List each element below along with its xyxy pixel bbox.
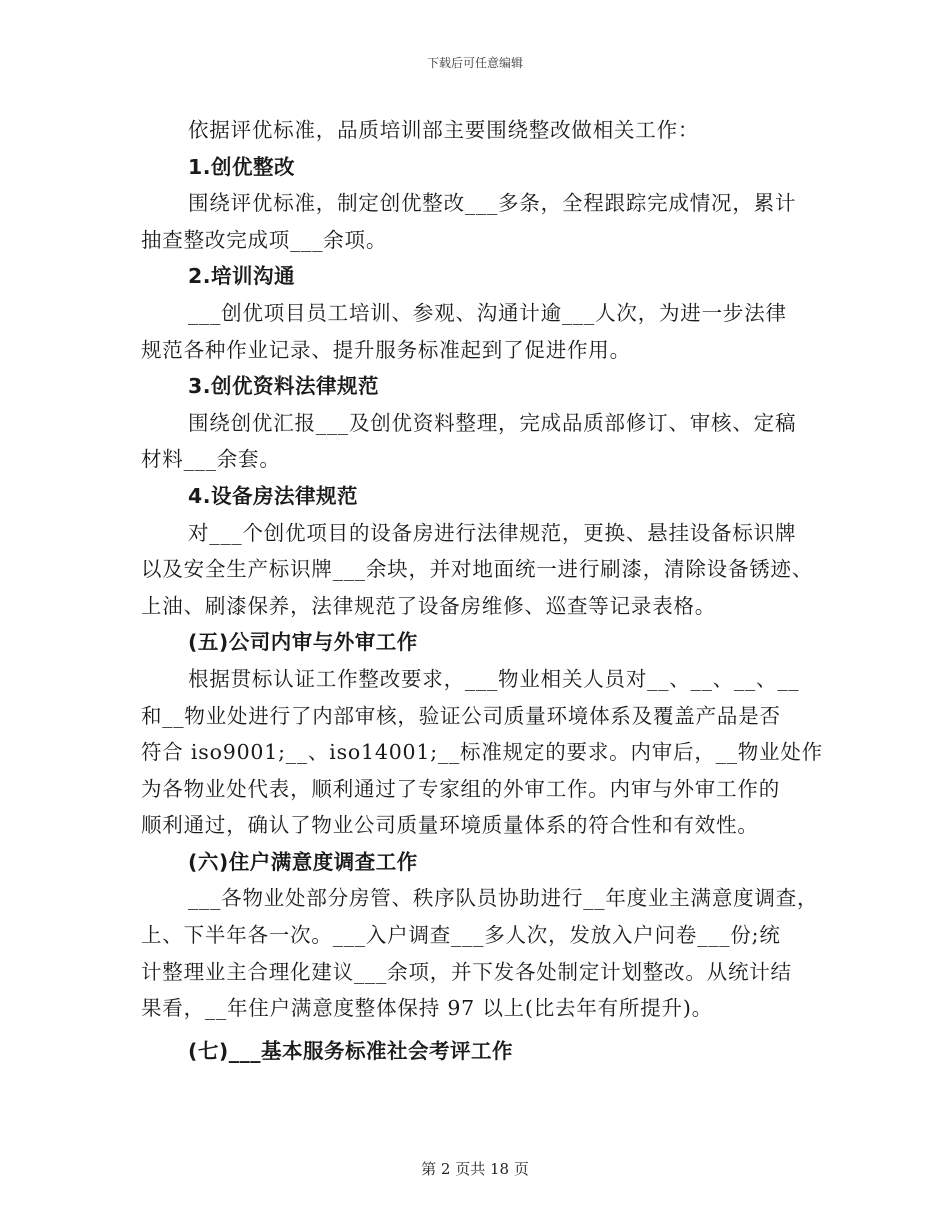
paragraph-line: ___创优项目员工培训、参观、沟通计逾___人次，为进一步法律: [188, 300, 787, 325]
paragraph-line: 对___个创优项目的设备房进行法律规范，更换、悬挂设备标识牌: [188, 520, 797, 545]
section-title-3: 3.创优资料法律规范: [188, 374, 380, 399]
paragraph-line: 符合 iso9001;__、iso14001;__标准规定的要求。内审后，__物业处作: [141, 740, 823, 765]
paragraph-line: 计整理业主合理化建议___余项，并下发各处制定计划整改。从统计结: [141, 959, 792, 984]
section-1-paragraph: [141, 185, 811, 258]
paragraph-line: 围绕评优标准，制定创优整改___多条，全程跟踪完成情况，累计: [188, 191, 797, 216]
section-title-5: (五)公司内审与外审工作: [188, 630, 418, 655]
paragraph-line: 根据贯标认证工作整改要求，___物业相关人员对__、__、__、__: [188, 666, 800, 691]
page-header: 下载后可任意编辑: [426, 56, 523, 70]
paragraph-line: ___各物业处部分房管、秩序队员协助进行__年度业主满意度调查，: [188, 886, 819, 911]
section-5-paragraph: [141, 661, 823, 844]
section-title-4: 4.设备房法律规范: [188, 483, 359, 508]
intro-paragraph: 依据评优标准，品质培训部主要围绕整改做相关工作：: [188, 118, 700, 142]
paragraph-line: 顺利通过，确认了物业公司质量环境质量体系的符合性和有效性。: [141, 813, 759, 838]
section-6-paragraph: [141, 880, 819, 1026]
section-title-7: (七)___基本服务标准社会考评工作: [188, 1038, 513, 1063]
paragraph-line: 果看，__年住户满意度整体保持 97 以上(比去年有所提升)。: [141, 996, 713, 1021]
document-body: [141, 112, 823, 1069]
paragraph-line: 材料___余套。: [141, 447, 281, 472]
page-footer: 第 2 页共 18 页: [421, 1160, 529, 1178]
section-title-6: (六)住户满意度调查工作: [188, 849, 418, 874]
section-4-paragraph: [141, 515, 814, 625]
paragraph-line: 为各物业处代表，顺利通过了专家组的外审工作。内审与外审工作的: [141, 776, 780, 801]
paragraph-line: 以及安全生产标识牌___余块，并对地面统一进行刷漆，清除设备锈迹、: [141, 557, 814, 582]
paragraph-line: 围绕创优汇报___及创优资料整理，完成品质部修订、审核、定稿: [188, 410, 797, 435]
paragraph-line: 上、下半年各一次。___入户调查___多人次，发放入户问卷___份;统: [141, 923, 781, 948]
section-title-2: 2.培训沟通: [188, 264, 296, 289]
paragraph-line: 规范各种作业记录、提升服务标准起到了促进作用。: [141, 337, 631, 362]
section-3-paragraph: [141, 405, 811, 478]
section-title-1: 1.创优整改: [188, 154, 296, 179]
paragraph-line: 抽查整改完成项___余项。: [141, 227, 388, 252]
paragraph-line: 上油、刷漆保养，法律规范了设备房维修、巡查等记录表格。: [141, 593, 717, 618]
paragraph-line: 和__物业处进行了内部审核，验证公司质量环境体系及覆盖产品是否: [141, 703, 781, 728]
section-2-paragraph: [141, 295, 811, 368]
